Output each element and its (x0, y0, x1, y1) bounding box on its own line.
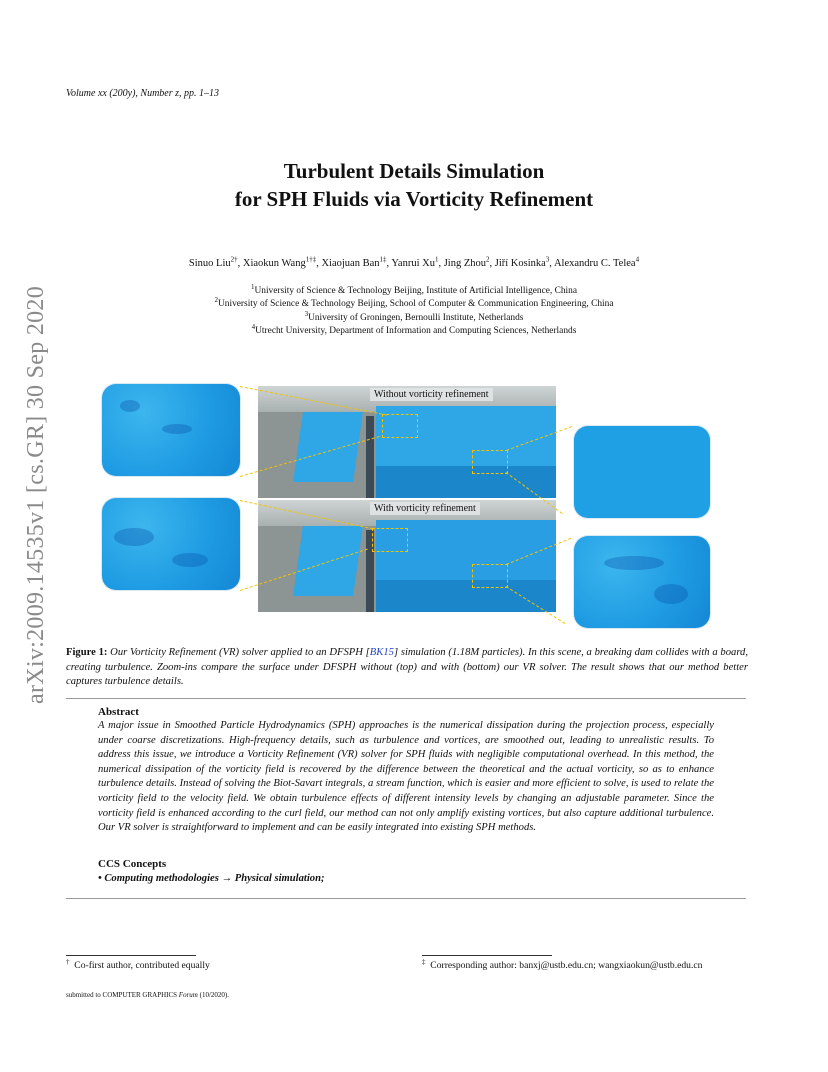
zoom-top-right (574, 426, 710, 518)
ccs-heading: CCS Concepts (98, 858, 167, 870)
rule-above-abstract (66, 698, 746, 699)
footnote-corresponding: ‡ Corresponding author: banxj@ustb.edu.cn; wangxiaokun@ustb.edu.cn (422, 957, 703, 971)
scene-without-refinement (258, 386, 556, 498)
author: Xiaojuan Ban$^{1\ddagger}$ (321, 255, 387, 269)
author: Sinuo Liu$^{2\dagger}$ (188, 255, 238, 269)
scene-with-refinement (258, 500, 556, 612)
citation-link[interactable]: BK15 (369, 647, 394, 658)
affiliation: $^3$University of Groningen, Bernoulli Institute, Netherlands (304, 309, 524, 323)
footnote-rule-left (66, 955, 196, 956)
author: Jiří Kosinka$^3$ (494, 255, 550, 269)
author: Jing Zhou$^2$ (443, 255, 490, 269)
teaser-figure (96, 380, 722, 620)
label-with-refinement: With vorticity refinement (370, 502, 480, 515)
paper-title (0, 157, 828, 213)
footnote-cofirst: † Co-first author, contributed equally (66, 957, 210, 971)
callout-box (382, 414, 418, 438)
affiliation: $^2$University of Science & Technology Beijing, School of Computer & Communication Engineering, China (214, 296, 614, 310)
affiliation: $^4$Utrecht University, Department of Information and Computing Sciences, Netherlands (251, 323, 577, 337)
figure-caption: Figure 1: Our Vorticity Refinement (VR) solver applied to an DFSPH [BK15] simulation (1.18M particles). In this scene, a breaking dam collides with a board, creating turbulence. Zoom-ins compare the surface under DFSPH without (top) and with (bottom) our VR solver. The result shows that our method better captures turbulence details. (66, 647, 748, 688)
callout-box (472, 564, 508, 588)
abstract-body: A major issue in Smoothed Particle Hydrodynamics (SPH) approaches is the numerical dissipation during the projection process, especially under coarse discretizations. High-frequency details, such as turbulence and vortices, are smoothed out, leading to unrealistic results. To address this issue, we introduce a Vorticity Refinement (VR) solver for SPH fluids with negligible computational overhead. In this method, the numerical dissipation of the vorticity field is recovered by the difference between the theoretical and the actual vorticity, so as to enhance turbulence details. Instead of solving the Biot-Savart integrals, a stream function, which is easier and more efficient to solve, is used to relate the vorticity field to the velocity field. We obtain turbulence effects of different intensity levels by changing an adjustable parameter. Since the vorticity field is enhanced according to the curl field, our method can not only amplify existing vortices, but also capture additional turbulence. Our VR solver is straightforward to implement and can be easily integrated into existing SPH methods. (98, 720, 714, 834)
zoom-bottom-left (102, 498, 240, 590)
title-line-1: Turbulent Details Simulation (283, 159, 545, 183)
affiliation-list (0, 282, 828, 339)
caption-label: Figure 1: (66, 647, 108, 658)
title-line-2: for SPH Fluids via Vorticity Refinement (234, 187, 594, 211)
callout-box (472, 450, 508, 474)
rule-below-abstract (66, 898, 746, 899)
author: Xiaokun Wang$^{1\dagger\ddagger}$ (242, 255, 317, 269)
label-without-refinement: Without vorticity refinement (370, 388, 493, 401)
footnote-rule-right (422, 955, 552, 956)
author: Alexandru C. Telea$^4$ (553, 255, 640, 269)
journal-line: Volume xx (200y), Number z, pp. 1–13 (66, 88, 220, 99)
arxiv-stamp: arXiv:2009.14535v1 [cs.GR] 30 Sep 2020 (23, 285, 49, 704)
author-list: Sinuo Liu$^{2\dagger}$, Xiaokun Wang$^{1\dagger\ddagger}$, Xiaojuan Ban$^{1\ddagger}$, Yanrui Xu$^1$, Jing Zhou$^2$, Jiří Kosinka$^3$, Alexandru C. Telea$^4$ (188, 255, 640, 269)
affiliation: $^1$University of Science & Technology Beijing, Institute of Artificial Intelligence, China (250, 282, 578, 296)
zoom-bottom-right (574, 536, 710, 628)
submission-note: submitted to COMPUTER GRAPHICS Forum (10/2020). (66, 991, 229, 999)
zoom-top-left (102, 384, 240, 476)
callout-box (372, 528, 408, 552)
author: Yanrui Xu$^1$ (391, 255, 439, 269)
abstract-heading: Abstract (98, 706, 139, 718)
ccs-concepts: • Computing methodologies → Physical simulation; (98, 873, 325, 884)
